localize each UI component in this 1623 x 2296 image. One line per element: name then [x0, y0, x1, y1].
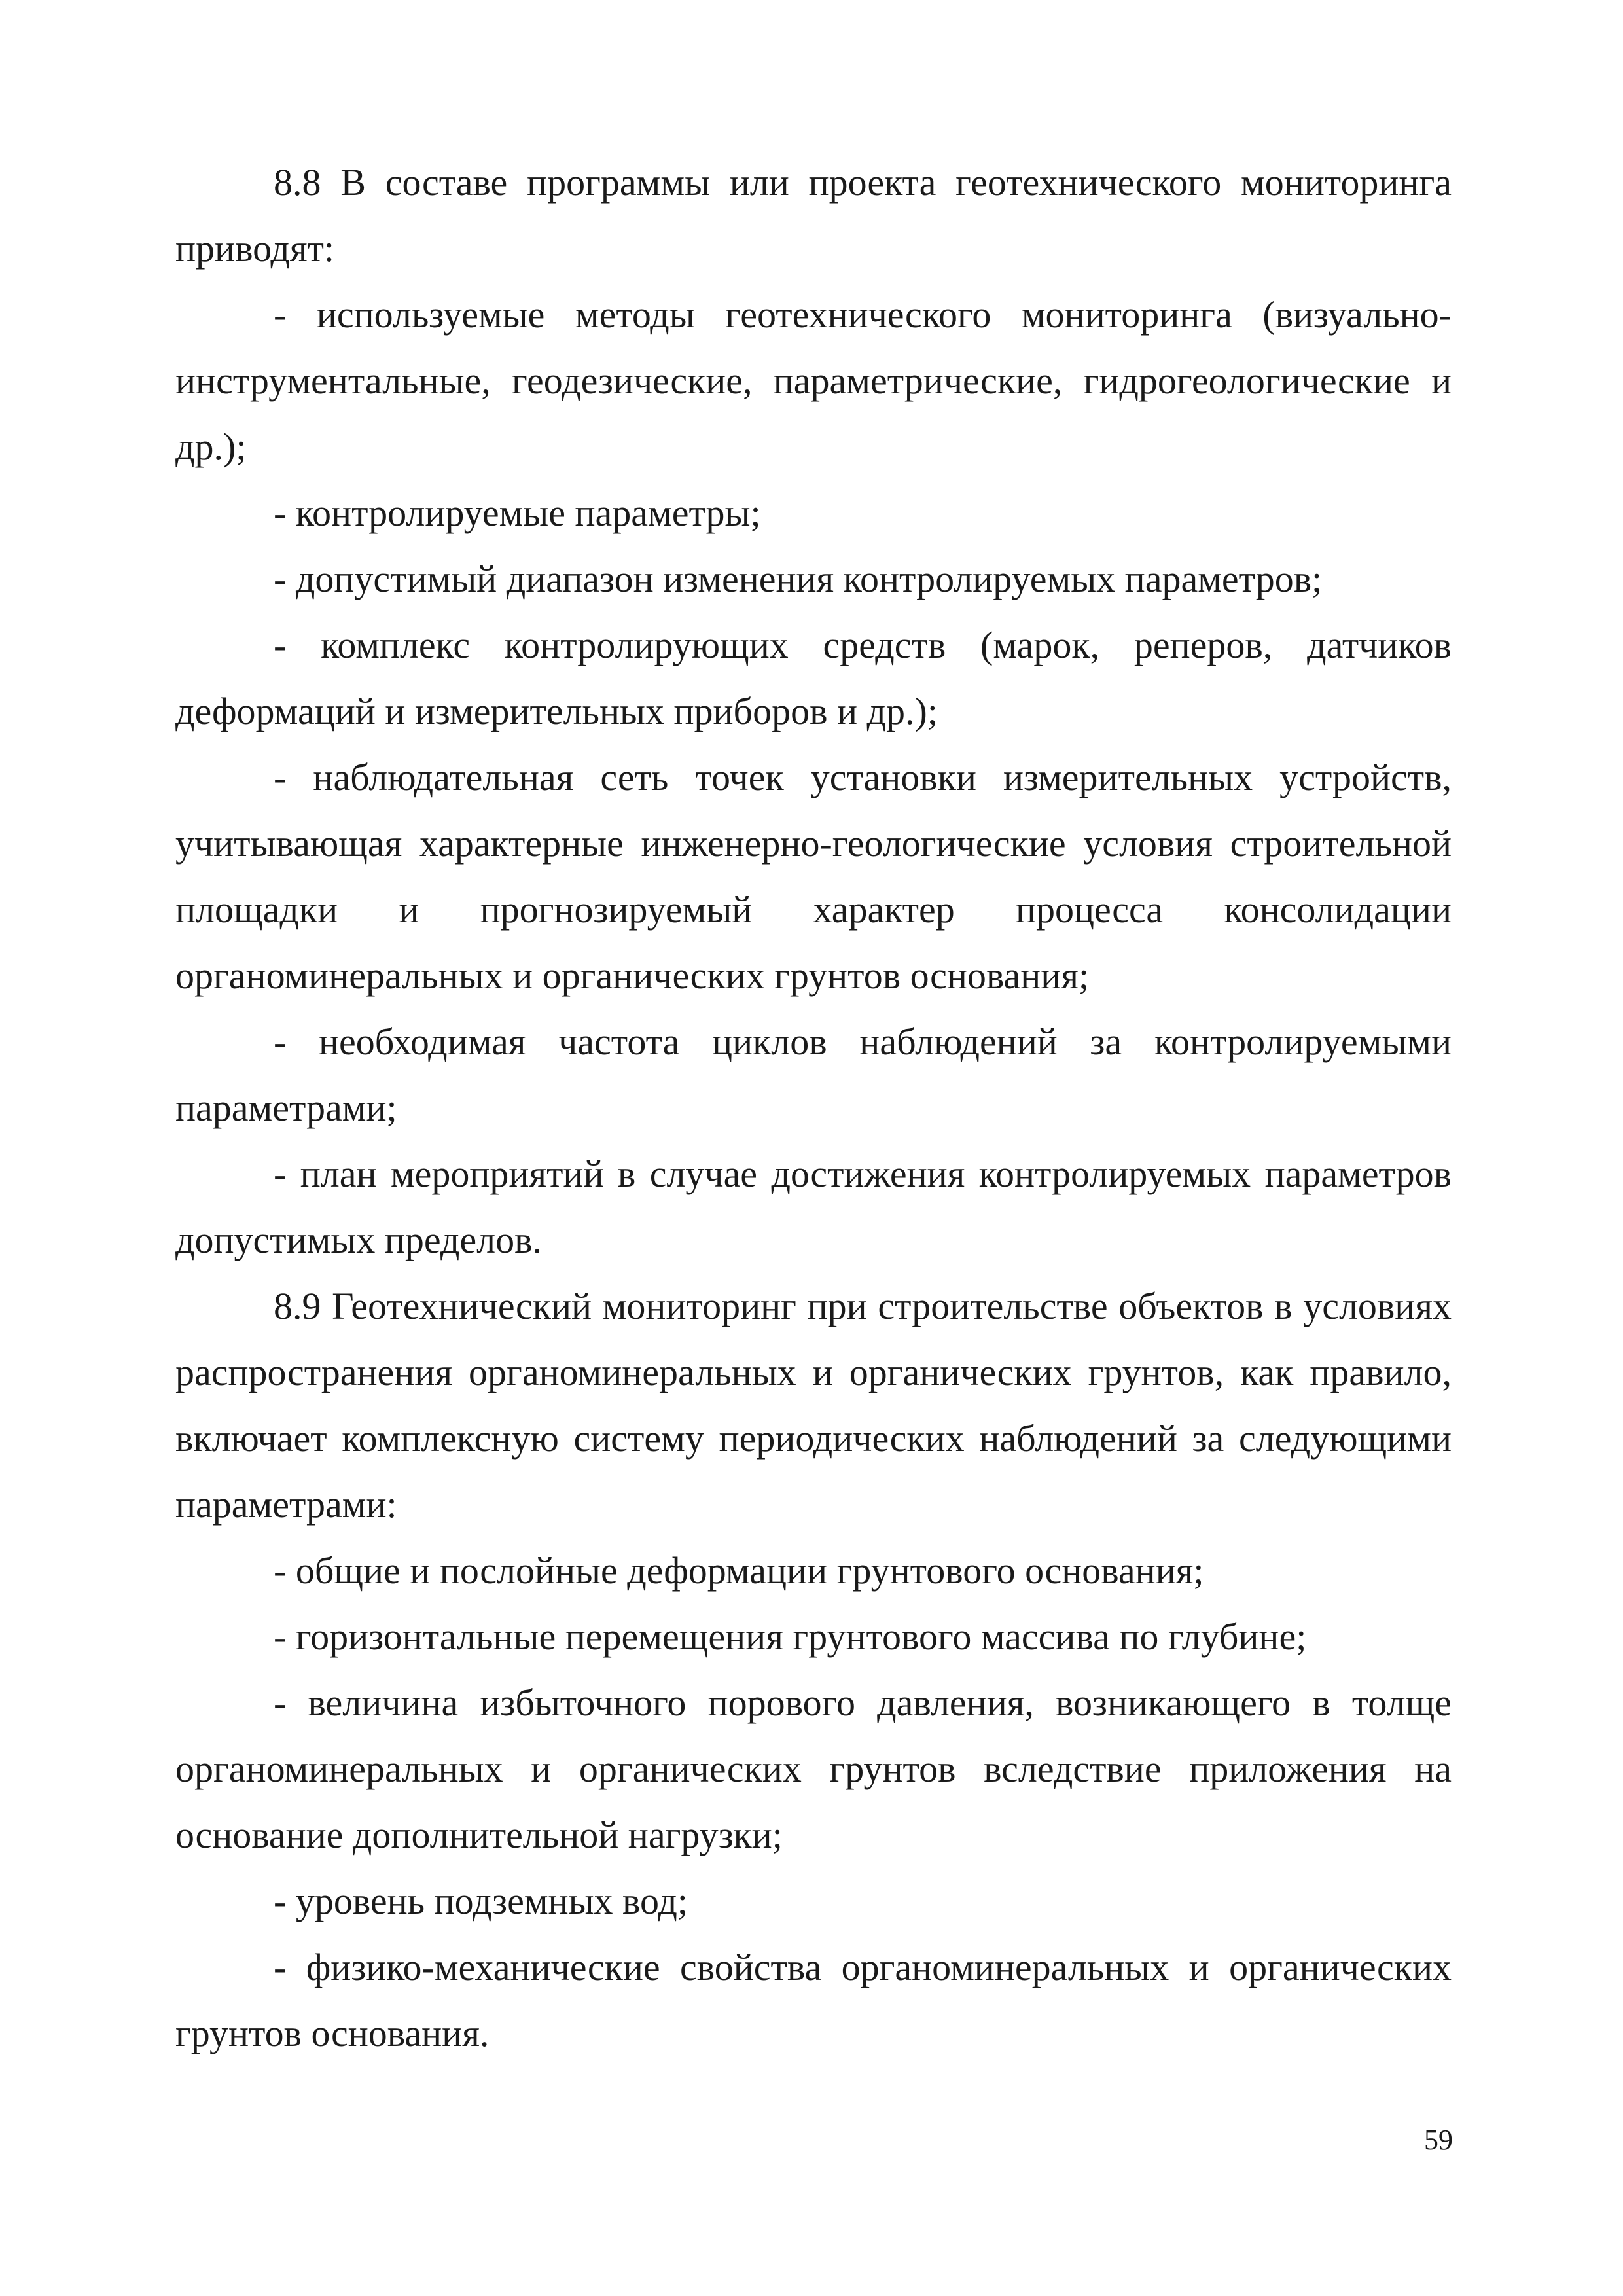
list-item-observation-network: - наблюдательная сеть точек установки измерительных устройств, учитывающая характерные инженерно-геологические условия строительной площадки и прогнозируемый характер процесса консолидации органоминеральных и органических грунтов основания;	[175, 756, 1452, 997]
list-item-control-means: - комплекс контролирующих средств (марок, реперов, датчиков деформаций и измерительных приборов и др.);	[175, 624, 1452, 732]
list-item-allowable-range: - допустимый диапазон изменения контролируемых параметров;	[274, 558, 1323, 600]
document-body	[175, 149, 1452, 2066]
list-item-controlled-parameters: - контролируемые параметры;	[274, 492, 761, 534]
list-item-soil-properties: - физико-механические свойства органоминеральных и органических грунтов основания.	[175, 1946, 1452, 2054]
list-item-groundwater-level: - уровень подземных вод;	[274, 1880, 688, 1922]
paragraph-8-8-intro: 8.8 В составе программы или проекта геотехнического мониторинга приводят:	[175, 161, 1452, 270]
list-item-horizontal-displacements: - горизонтальные перемещения грунтового массива по глубине;	[274, 1615, 1307, 1658]
page-number: 59	[1424, 2124, 1453, 2156]
list-item-deformations: - общие и послойные деформации грунтового основания;	[274, 1549, 1204, 1592]
list-item-monitoring-methods: - используемые методы геотехнического мониторинга (визуально-инструментальные, геодезические, параметрические, гидрогеологические и др.);	[175, 293, 1452, 468]
paragraph-8-9-intro: 8.9 Геотехнический мониторинг при строительстве объектов в условиях распространения органоминеральных и органических грунтов, как правило, включает комплексную систему периодических наблюдений за следующими параметрами:	[175, 1285, 1452, 1526]
list-item-observation-frequency: - необходимая частота циклов наблюдений за контролируемыми параметрами;	[175, 1020, 1452, 1129]
list-item-pore-pressure: - величина избыточного порового давления, возникающего в толще органоминеральных и органических грунтов вследствие приложения на основание дополнительной нагрузки;	[175, 1681, 1452, 1856]
list-item-action-plan: - план мероприятий в случае достижения контролируемых параметров допустимых пределов.	[175, 1153, 1452, 1261]
